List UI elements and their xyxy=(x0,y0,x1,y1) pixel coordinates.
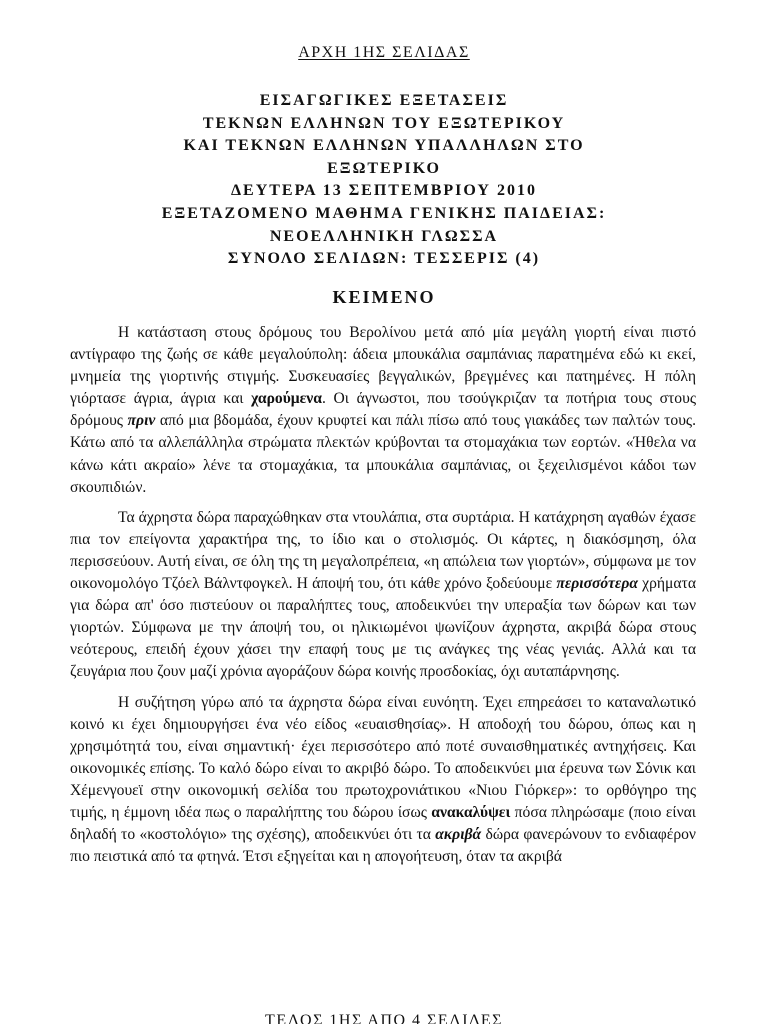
paragraph-text: από μια βδομάδα, έχουν κρυφτεί και πάλι πίσω από τους γιακάδες των παλτών τους. Κάτω από τα αλλεπάλληλα στρώματα πλεκτών κρύβονται τα στομαχάκια των εορτών. «Ήθελα να κάνω κάτι ακραίο» λένε τα στομαχάκια, τα μπουκάλια σαμπάνιας, οι ξεχειλισμένοι κάδοι των σκουπιδιών. xyxy=(70,412,696,496)
body-paragraph xyxy=(70,322,696,499)
paragraph-text: δώρα φανερώνουν το ενδιαφέρον πιο πειστικά από τα φτηνά. Έτσι εξηγείται και η απογοήτευση, όταν τα ακριβά xyxy=(70,826,696,866)
header-line: ΤΕΚΝΩΝ ΕΛΛΗΝΩΝ ΤΟΥ ΕΞΩΤΕΡΙΚΟΥ xyxy=(202,114,566,132)
page-start-marker xyxy=(0,44,768,62)
header-line: ΔΕΥΤΕΡΑ 13 ΣΕΠΤΕΜΒΡΙΟΥ 2010 xyxy=(231,182,537,200)
paragraph-text: . Οι άγνωστοι, που τσούγκριζαν τα ποτήρια τους στους δρόμους xyxy=(70,390,696,430)
emphasized-word: ακριβά xyxy=(435,826,482,844)
paragraph-text: χρήματα για δώρα απ' όσο πιστεύουν οι παραλήπτες τους, αποδεικνύει την υπεραξία των δώρων και των γιορτών. Σύμφωνα με την άποψή του, οι ηλικιωμένοι ψωνίζουν άχρηστα, ακριβά δώρα στους νεότερους, επειδή έχουν χάσει την επαφή τους με τις ανάγκες της νέας γενιάς. Αλλά και τα ζευγάρια που ζουν μαζί χρόνια αγοράζουν δώρα κοινής προσδοκίας, όχι αυταπάρνησης. xyxy=(70,575,696,681)
header-line: ΕΞΩΤΕΡΙΚΟ xyxy=(327,159,441,177)
emphasized-word: περισσότερα xyxy=(556,575,638,593)
body-paragraph xyxy=(70,507,696,684)
header-line: ΕΙΣΑΓΩΓΙΚΕΣ ΕΞΕΤΑΣΕΙΣ xyxy=(259,92,509,109)
body-text xyxy=(70,322,696,876)
header-line: ΚΑΙ ΤΕΚΝΩΝ ΕΛΛΗΝΩΝ ΥΠΑΛΛΗΛΩΝ ΣΤΟ xyxy=(183,137,585,155)
emphasized-word: χαρούμενα xyxy=(251,390,322,408)
exam-header xyxy=(0,90,768,271)
paragraph-text: πόσα πληρώσαμε (ποιο είναι δηλαδή το «κοστολόγιο» της σχέσης), αποδεικνύει ότι τα xyxy=(70,803,697,844)
paragraph-text: Η κατάσταση στους δρόμους του Βερολίνου μετά από μία μεγάλη γιορτή είναι πιστό αντίγραφο της ζωής σε κάθε μεγαλούπολη: άδεια μπουκάλια σαμπάνιας παρατημένα εδώ κι εκεί, μνημεία της γιορτινής στιγμής. Συσκευασίες βεγγαλικών, βρεγμένες και πατημένες. Η πόλη γιόρτασε άγρια, άγρια και xyxy=(70,324,696,408)
paragraph-text: Η συζήτηση γύρω από τα άχρηστα δώρα είναι ευνόητη. Έχει επηρεάσει το καταναλωτικό κοινό κι έχει δημιουργήσει ένα νέο είδος «ευαισθησίας». Η αποδοχή του δώρου, όπως και η χρησιμότητά του, είναι σημαντική· έχει περισσότερο από ποτέ συναισθηματικές αντηχήσεις. Και οικονομικές επίσης. Το καλό δώρο είναι το ακριβό δώρο. Το αποδεικνύει μια έρευνα των Σόνικ και Χέμενγουεϊ στην οικονομική σελίδα του πρωτοχρονιάτικου «Νιου Γιόρκερ»: το ορθόγηρο της τιμής, η έμμονη ιδέα πως ο παραλήπτης του δώρου ίσως xyxy=(70,693,696,821)
page-end-label: ΤΕΛΟΣ 1ΗΣ ΑΠΟ 4 ΣΕΛΙΔΕΣ xyxy=(265,1012,503,1024)
emphasized-word: πριν xyxy=(127,412,156,430)
page-end-marker xyxy=(0,1012,768,1024)
header-line: ΝΕΟΕΛΛΗΝΙΚΗ ΓΛΩΣΣΑ xyxy=(269,227,499,245)
emphasized-word: ανακαλύψει xyxy=(431,803,511,821)
header-line: ΣΥΝΟΛΟ ΣΕΛΙΔΩΝ: ΤΕΣΣΕΡΙΣ (4) xyxy=(227,250,541,268)
section-title: ΚΕΙΜΕΝΟ xyxy=(332,287,436,307)
page-start-label: ΑΡΧΗ 1ΗΣ ΣΕΛΙΔΑΣ xyxy=(298,44,470,61)
body-paragraph xyxy=(70,692,696,869)
header-line: ΕΞΕΤΑΖΟΜΕΝΟ ΜΑΘΗΜΑ ΓΕΝΙΚΗΣ ΠΑΙΔΕΙΑΣ: xyxy=(161,204,607,222)
paragraph-text: Τα άχρηστα δώρα παραχώθηκαν στα ντουλάπια, στα συρτάρια. Η κατάχρηση αγαθών έχασε πια τον επείγοντα χαρακτήρα της, το ίδιο και ο στολισμός. Οι κάρτες, η διακόσμηση, όλα περισσεύουν. Αυτή είναι, σε όλη της τη μεγαλοπρέπεια, «η απώλεια των γιορτών», σύμφωνα με τον οικονομολόγο Τζόελ Βάλντφογκελ. Η άποψή του, ότι κάθε χρόνο ξοδεύουμε xyxy=(70,508,696,593)
